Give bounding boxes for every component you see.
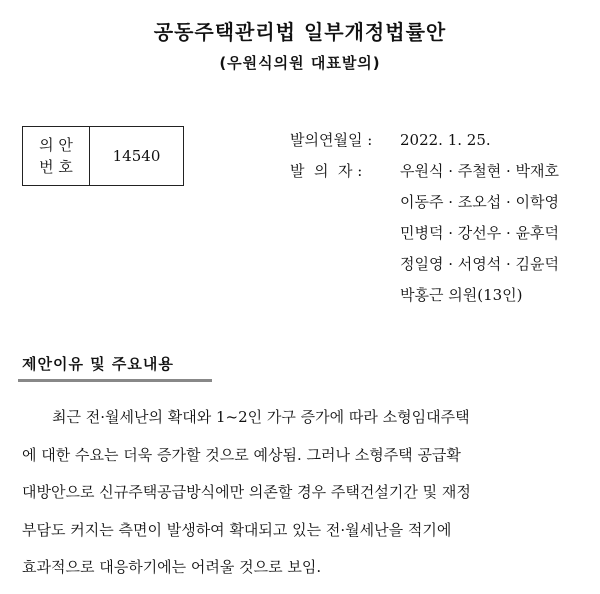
proposer-label: 발 의 자 :	[290, 162, 363, 180]
document-subtitle: (우원식의원 대표발의)	[219, 54, 381, 72]
section-heading: 제안이유 및 주요내용	[22, 355, 174, 373]
proposer-line: 우원식 · 주철현 · 박재호	[400, 162, 560, 180]
proposer-row	[290, 155, 559, 186]
bill-number-value: 14540	[112, 147, 161, 165]
bill-number-label	[23, 127, 90, 185]
proposal-date-label: 발의연월일 :	[290, 131, 373, 149]
body-line: 대방안으로 신규주택공급방식에만 의존할 경우 주택건설기간 및 재정	[22, 483, 471, 502]
body-line: 에 대한 수요는 더욱 증가할 것으로 예상됨. 그러나 소형주택 공급확	[22, 445, 461, 464]
bill-label-line2: 번 호	[39, 158, 73, 176]
proposer-line: 민병덕 · 강선우 · 윤후덕	[400, 224, 560, 242]
proposal-date-row	[290, 124, 559, 155]
proposer-line: 정일영 · 서영석 · 김윤덕	[400, 255, 560, 273]
bill-metadata	[290, 124, 559, 310]
bill-label-line1: 의 안	[39, 136, 73, 154]
body-line: 최근 전·월세난의 확대와 1~2인 가구 증가에 따라 소형임대주택	[52, 408, 470, 427]
proposer-line: 이동주 · 조오섭 · 이학영	[400, 193, 560, 211]
body-line: 효과적으로 대응하기에는 어려울 것으로 보임.	[22, 558, 322, 577]
proposal-date-value: 2022. 1. 25.	[400, 130, 491, 149]
proposal-body	[22, 398, 588, 586]
document-title: 공동주택관리법 일부개정법률안	[153, 20, 447, 44]
section-underline	[18, 379, 212, 382]
bill-number-box	[22, 126, 184, 186]
proposer-line: 박홍근 의원(13인)	[400, 286, 523, 304]
body-line: 부담도 커지는 측면이 발생하여 확대되고 있는 전·월세난을 적기에	[22, 520, 452, 539]
